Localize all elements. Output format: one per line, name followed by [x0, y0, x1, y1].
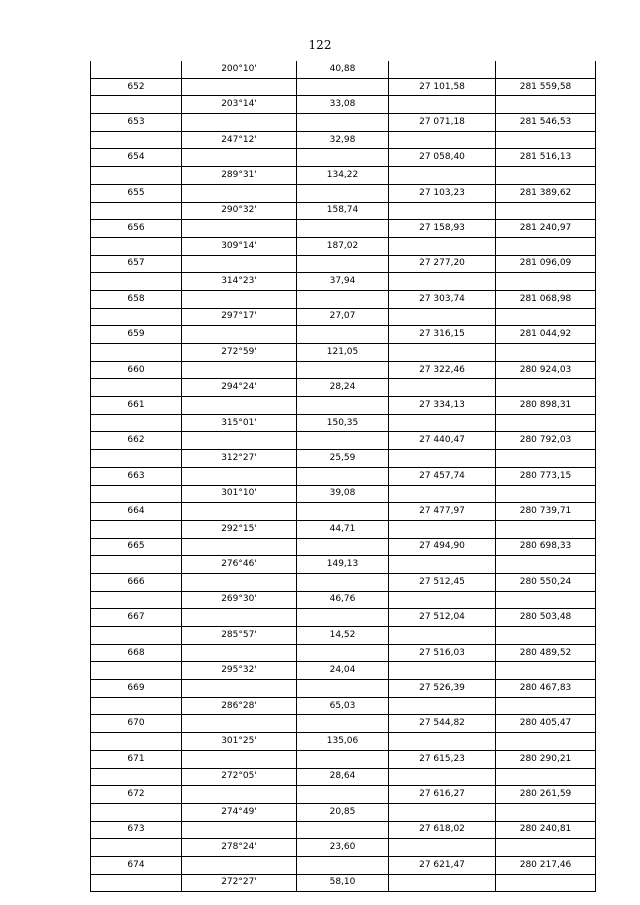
- page-number: 122: [308, 38, 332, 52]
- x-coordinate-cell: [389, 61, 496, 78]
- point-number-cell: [91, 308, 182, 326]
- y-coordinate-cell: 280 217,46: [496, 856, 596, 874]
- segment-row: [91, 733, 596, 751]
- point-row: [91, 750, 596, 768]
- angle-cell: [182, 78, 297, 96]
- point-number-cell: 666: [91, 573, 182, 591]
- segment-row: [91, 697, 596, 715]
- x-coordinate-cell: [389, 662, 496, 680]
- point-row: [91, 326, 596, 344]
- point-row: [91, 538, 596, 556]
- x-coordinate-cell: 27 101,58: [389, 78, 496, 96]
- x-coordinate-cell: [389, 450, 496, 468]
- angle-cell: [182, 114, 297, 132]
- point-row: [91, 78, 596, 96]
- point-number-cell: [91, 556, 182, 574]
- angle-cell: 289°31': [182, 167, 297, 185]
- point-number-cell: [91, 627, 182, 645]
- y-coordinate-cell: 280 698,33: [496, 538, 596, 556]
- point-number-cell: 664: [91, 503, 182, 521]
- y-coordinate-cell: [496, 61, 596, 78]
- y-coordinate-cell: 281 516,13: [496, 149, 596, 167]
- point-row: [91, 856, 596, 874]
- distance-cell: 32,98: [297, 131, 389, 149]
- segment-row: [91, 202, 596, 220]
- distance-cell: 25,59: [297, 450, 389, 468]
- segment-row: [91, 96, 596, 114]
- distance-cell: [297, 786, 389, 804]
- point-row: [91, 467, 596, 485]
- angle-cell: 200°10': [182, 61, 297, 78]
- distance-cell: [297, 255, 389, 273]
- x-coordinate-cell: 27 512,45: [389, 573, 496, 591]
- y-coordinate-cell: 281 096,09: [496, 255, 596, 273]
- distance-cell: [297, 680, 389, 698]
- distance-cell: 158,74: [297, 202, 389, 220]
- y-coordinate-cell: [496, 556, 596, 574]
- point-row: [91, 184, 596, 202]
- angle-cell: [182, 538, 297, 556]
- x-coordinate-cell: 27 526,39: [389, 680, 496, 698]
- angle-cell: 276°46': [182, 556, 297, 574]
- segment-row: [91, 379, 596, 397]
- y-coordinate-cell: 280 550,24: [496, 573, 596, 591]
- x-coordinate-cell: 27 616,27: [389, 786, 496, 804]
- x-coordinate-cell: 27 277,20: [389, 255, 496, 273]
- x-coordinate-cell: 27 071,18: [389, 114, 496, 132]
- angle-cell: 247°12': [182, 131, 297, 149]
- point-number-cell: 673: [91, 821, 182, 839]
- point-number-cell: [91, 379, 182, 397]
- point-number-cell: 661: [91, 397, 182, 415]
- point-number-cell: [91, 344, 182, 362]
- y-coordinate-cell: 280 240,81: [496, 821, 596, 839]
- x-coordinate-cell: 27 440,47: [389, 432, 496, 450]
- point-number-cell: [91, 768, 182, 786]
- point-number-cell: [91, 237, 182, 255]
- angle-cell: 285°57': [182, 627, 297, 645]
- point-row: [91, 821, 596, 839]
- distance-cell: [297, 149, 389, 167]
- distance-cell: [297, 538, 389, 556]
- y-coordinate-cell: 281 389,62: [496, 184, 596, 202]
- angle-cell: [182, 821, 297, 839]
- x-coordinate-cell: [389, 202, 496, 220]
- distance-cell: 33,08: [297, 96, 389, 114]
- y-coordinate-cell: [496, 414, 596, 432]
- point-number-cell: 672: [91, 786, 182, 804]
- angle-cell: [182, 220, 297, 238]
- segment-row: [91, 237, 596, 255]
- x-coordinate-cell: 27 477,97: [389, 503, 496, 521]
- segment-row: [91, 273, 596, 291]
- point-number-cell: [91, 61, 182, 78]
- y-coordinate-cell: [496, 167, 596, 185]
- angle-cell: 272°27': [182, 874, 297, 892]
- angle-cell: 312°27': [182, 450, 297, 468]
- point-number-cell: 654: [91, 149, 182, 167]
- x-coordinate-cell: 27 322,46: [389, 361, 496, 379]
- angle-cell: [182, 856, 297, 874]
- y-coordinate-cell: 281 559,58: [496, 78, 596, 96]
- point-number-cell: [91, 839, 182, 857]
- point-row: [91, 644, 596, 662]
- distance-cell: [297, 467, 389, 485]
- y-coordinate-cell: 280 261,59: [496, 786, 596, 804]
- point-number-cell: [91, 131, 182, 149]
- point-number-cell: 668: [91, 644, 182, 662]
- distance-cell: [297, 78, 389, 96]
- distance-cell: 24,04: [297, 662, 389, 680]
- y-coordinate-cell: 280 898,31: [496, 397, 596, 415]
- y-coordinate-cell: [496, 485, 596, 503]
- segment-row: [91, 627, 596, 645]
- point-number-cell: 669: [91, 680, 182, 698]
- x-coordinate-cell: 27 621,47: [389, 856, 496, 874]
- y-coordinate-cell: [496, 344, 596, 362]
- segment-row: [91, 556, 596, 574]
- x-coordinate-cell: 27 512,04: [389, 609, 496, 627]
- x-coordinate-cell: [389, 627, 496, 645]
- point-number-cell: 674: [91, 856, 182, 874]
- distance-cell: 27,07: [297, 308, 389, 326]
- x-coordinate-cell: [389, 874, 496, 892]
- distance-cell: [297, 644, 389, 662]
- point-number-cell: [91, 167, 182, 185]
- x-coordinate-cell: 27 618,02: [389, 821, 496, 839]
- distance-cell: 65,03: [297, 697, 389, 715]
- point-row: [91, 114, 596, 132]
- angle-cell: [182, 361, 297, 379]
- angle-cell: 292°15': [182, 520, 297, 538]
- distance-cell: 37,94: [297, 273, 389, 291]
- distance-cell: 28,64: [297, 768, 389, 786]
- angle-cell: 301°10': [182, 485, 297, 503]
- point-number-cell: [91, 733, 182, 751]
- x-coordinate-cell: 27 544,82: [389, 715, 496, 733]
- x-coordinate-cell: 27 103,23: [389, 184, 496, 202]
- x-coordinate-cell: [389, 839, 496, 857]
- angle-cell: [182, 503, 297, 521]
- angle-cell: 295°32': [182, 662, 297, 680]
- y-coordinate-cell: [496, 131, 596, 149]
- point-number-cell: [91, 697, 182, 715]
- point-number-cell: [91, 520, 182, 538]
- distance-cell: 39,08: [297, 485, 389, 503]
- y-coordinate-cell: [496, 520, 596, 538]
- coordinates-table: [90, 61, 596, 892]
- angle-cell: [182, 184, 297, 202]
- y-coordinate-cell: [496, 96, 596, 114]
- angle-cell: 290°32': [182, 202, 297, 220]
- y-coordinate-cell: 280 405,47: [496, 715, 596, 733]
- x-coordinate-cell: [389, 485, 496, 503]
- segment-row: [91, 344, 596, 362]
- angle-cell: 278°24': [182, 839, 297, 857]
- angle-cell: 286°28': [182, 697, 297, 715]
- angle-cell: [182, 467, 297, 485]
- angle-cell: [182, 397, 297, 415]
- point-number-cell: 670: [91, 715, 182, 733]
- point-number-cell: 659: [91, 326, 182, 344]
- x-coordinate-cell: [389, 733, 496, 751]
- y-coordinate-cell: [496, 450, 596, 468]
- distance-cell: [297, 220, 389, 238]
- angle-cell: [182, 573, 297, 591]
- point-number-cell: [91, 662, 182, 680]
- distance-cell: 46,76: [297, 591, 389, 609]
- x-coordinate-cell: [389, 768, 496, 786]
- y-coordinate-cell: 280 739,71: [496, 503, 596, 521]
- point-row: [91, 149, 596, 167]
- distance-cell: [297, 821, 389, 839]
- distance-cell: 23,60: [297, 839, 389, 857]
- distance-cell: 20,85: [297, 803, 389, 821]
- distance-cell: [297, 361, 389, 379]
- y-coordinate-cell: 280 290,21: [496, 750, 596, 768]
- point-row: [91, 573, 596, 591]
- point-number-cell: 667: [91, 609, 182, 627]
- y-coordinate-cell: 281 044,92: [496, 326, 596, 344]
- x-coordinate-cell: 27 334,13: [389, 397, 496, 415]
- angle-cell: [182, 326, 297, 344]
- angle-cell: 269°30': [182, 591, 297, 609]
- point-number-cell: 671: [91, 750, 182, 768]
- distance-cell: [297, 184, 389, 202]
- point-number-cell: [91, 803, 182, 821]
- x-coordinate-cell: [389, 273, 496, 291]
- angle-cell: [182, 255, 297, 273]
- point-number-cell: [91, 414, 182, 432]
- angle-cell: 272°59': [182, 344, 297, 362]
- angle-cell: 297°17': [182, 308, 297, 326]
- y-coordinate-cell: [496, 627, 596, 645]
- y-coordinate-cell: [496, 591, 596, 609]
- angle-cell: 301°25': [182, 733, 297, 751]
- point-row: [91, 503, 596, 521]
- segment-row: [91, 131, 596, 149]
- y-coordinate-cell: 280 924,03: [496, 361, 596, 379]
- angle-cell: 274°49': [182, 803, 297, 821]
- x-coordinate-cell: 27 457,74: [389, 467, 496, 485]
- distance-cell: 134,22: [297, 167, 389, 185]
- y-coordinate-cell: 280 792,03: [496, 432, 596, 450]
- coordinates-table-body: [91, 61, 596, 892]
- segment-row: [91, 167, 596, 185]
- distance-cell: [297, 715, 389, 733]
- point-number-cell: [91, 874, 182, 892]
- point-number-cell: [91, 202, 182, 220]
- point-number-cell: [91, 450, 182, 468]
- distance-cell: [297, 573, 389, 591]
- segment-row: [91, 61, 596, 78]
- point-number-cell: 665: [91, 538, 182, 556]
- distance-cell: [297, 432, 389, 450]
- point-number-cell: 652: [91, 78, 182, 96]
- x-coordinate-cell: [389, 167, 496, 185]
- y-coordinate-cell: [496, 874, 596, 892]
- segment-row: [91, 591, 596, 609]
- point-number-cell: 663: [91, 467, 182, 485]
- distance-cell: 40,88: [297, 61, 389, 78]
- y-coordinate-cell: 281 546,53: [496, 114, 596, 132]
- y-coordinate-cell: 280 467,83: [496, 680, 596, 698]
- distance-cell: 150,35: [297, 414, 389, 432]
- angle-cell: [182, 750, 297, 768]
- angle-cell: 315°01': [182, 414, 297, 432]
- point-number-cell: 653: [91, 114, 182, 132]
- x-coordinate-cell: [389, 308, 496, 326]
- point-row: [91, 255, 596, 273]
- distance-cell: 187,02: [297, 237, 389, 255]
- x-coordinate-cell: 27 494,90: [389, 538, 496, 556]
- x-coordinate-cell: [389, 96, 496, 114]
- y-coordinate-cell: [496, 379, 596, 397]
- distance-cell: [297, 326, 389, 344]
- x-coordinate-cell: [389, 591, 496, 609]
- distance-cell: 44,71: [297, 520, 389, 538]
- point-number-cell: [91, 485, 182, 503]
- angle-cell: 309°14': [182, 237, 297, 255]
- point-row: [91, 290, 596, 308]
- point-number-cell: [91, 96, 182, 114]
- distance-cell: [297, 750, 389, 768]
- x-coordinate-cell: 27 516,03: [389, 644, 496, 662]
- distance-cell: [297, 609, 389, 627]
- angle-cell: 272°05': [182, 768, 297, 786]
- distance-cell: 149,13: [297, 556, 389, 574]
- segment-row: [91, 768, 596, 786]
- angle-cell: [182, 609, 297, 627]
- angle-cell: 314°23': [182, 273, 297, 291]
- point-row: [91, 680, 596, 698]
- y-coordinate-cell: [496, 308, 596, 326]
- y-coordinate-cell: 281 068,98: [496, 290, 596, 308]
- x-coordinate-cell: [389, 697, 496, 715]
- x-coordinate-cell: [389, 556, 496, 574]
- distance-cell: 58,10: [297, 874, 389, 892]
- point-row: [91, 786, 596, 804]
- x-coordinate-cell: 27 316,15: [389, 326, 496, 344]
- y-coordinate-cell: [496, 697, 596, 715]
- x-coordinate-cell: 27 303,74: [389, 290, 496, 308]
- point-number-cell: 658: [91, 290, 182, 308]
- angle-cell: [182, 715, 297, 733]
- segment-row: [91, 874, 596, 892]
- y-coordinate-cell: [496, 237, 596, 255]
- angle-cell: [182, 680, 297, 698]
- segment-row: [91, 414, 596, 432]
- x-coordinate-cell: 27 615,23: [389, 750, 496, 768]
- distance-cell: [297, 856, 389, 874]
- y-coordinate-cell: [496, 202, 596, 220]
- point-number-cell: [91, 273, 182, 291]
- distance-cell: [297, 290, 389, 308]
- segment-row: [91, 450, 596, 468]
- point-number-cell: 655: [91, 184, 182, 202]
- segment-row: [91, 520, 596, 538]
- y-coordinate-cell: 281 240,97: [496, 220, 596, 238]
- point-row: [91, 715, 596, 733]
- x-coordinate-cell: [389, 414, 496, 432]
- point-row: [91, 432, 596, 450]
- point-number-cell: 662: [91, 432, 182, 450]
- x-coordinate-cell: [389, 237, 496, 255]
- y-coordinate-cell: [496, 733, 596, 751]
- segment-row: [91, 803, 596, 821]
- x-coordinate-cell: 27 058,40: [389, 149, 496, 167]
- point-number-cell: [91, 591, 182, 609]
- angle-cell: [182, 290, 297, 308]
- distance-cell: 28,24: [297, 379, 389, 397]
- distance-cell: 135,06: [297, 733, 389, 751]
- x-coordinate-cell: [389, 520, 496, 538]
- angle-cell: 203°14': [182, 96, 297, 114]
- y-coordinate-cell: 280 489,52: [496, 644, 596, 662]
- point-number-cell: 660: [91, 361, 182, 379]
- point-row: [91, 609, 596, 627]
- point-number-cell: 657: [91, 255, 182, 273]
- point-row: [91, 220, 596, 238]
- y-coordinate-cell: 280 773,15: [496, 467, 596, 485]
- y-coordinate-cell: 280 503,48: [496, 609, 596, 627]
- distance-cell: [297, 503, 389, 521]
- angle-cell: [182, 644, 297, 662]
- x-coordinate-cell: 27 158,93: [389, 220, 496, 238]
- distance-cell: [297, 114, 389, 132]
- y-coordinate-cell: [496, 839, 596, 857]
- angle-cell: [182, 149, 297, 167]
- point-row: [91, 397, 596, 415]
- angle-cell: 294°24': [182, 379, 297, 397]
- segment-row: [91, 662, 596, 680]
- angle-cell: [182, 432, 297, 450]
- segment-row: [91, 485, 596, 503]
- x-coordinate-cell: [389, 379, 496, 397]
- point-row: [91, 361, 596, 379]
- distance-cell: 121,05: [297, 344, 389, 362]
- x-coordinate-cell: [389, 344, 496, 362]
- y-coordinate-cell: [496, 803, 596, 821]
- y-coordinate-cell: [496, 768, 596, 786]
- y-coordinate-cell: [496, 273, 596, 291]
- segment-row: [91, 839, 596, 857]
- segment-row: [91, 308, 596, 326]
- y-coordinate-cell: [496, 662, 596, 680]
- x-coordinate-cell: [389, 803, 496, 821]
- distance-cell: [297, 397, 389, 415]
- x-coordinate-cell: [389, 131, 496, 149]
- point-number-cell: 656: [91, 220, 182, 238]
- angle-cell: [182, 786, 297, 804]
- distance-cell: 14,52: [297, 627, 389, 645]
